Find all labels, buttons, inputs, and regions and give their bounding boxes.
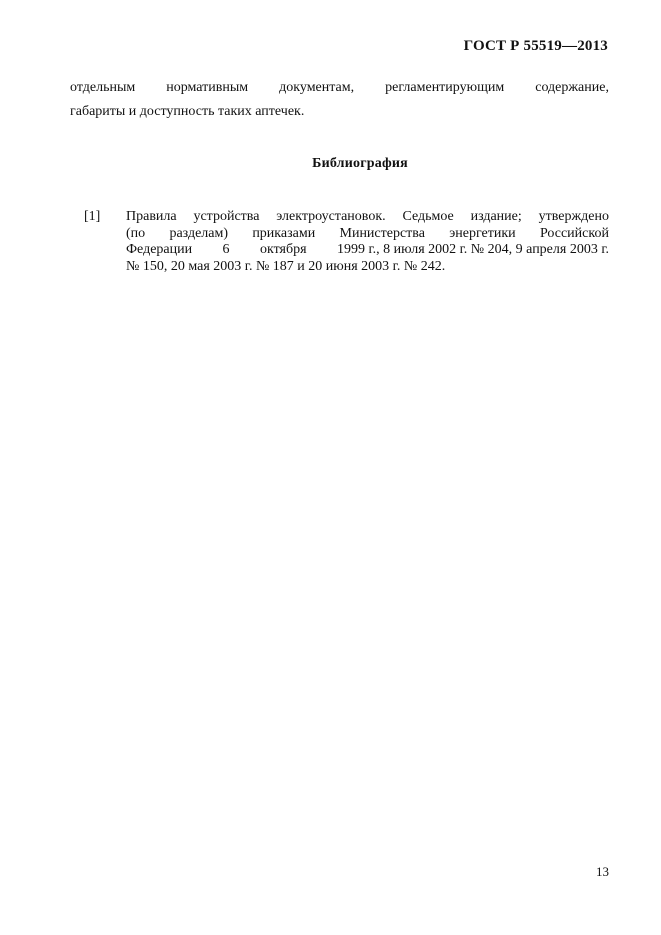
page-number: 13 — [596, 864, 609, 879]
intro-paragraph — [70, 76, 609, 124]
bib-word: Правила — [126, 209, 177, 224]
bib-word: устройства — [193, 209, 260, 224]
bib-word: 6 — [222, 242, 230, 257]
bibliography-list — [84, 209, 609, 275]
bib-word: энергетики — [449, 225, 516, 241]
bibliography-item-text — [126, 209, 609, 275]
bib-word: утверждено — [538, 209, 609, 224]
bib-word: приказами — [252, 225, 316, 241]
intro-word: содержание, — [535, 80, 609, 95]
bib-word: издание; — [470, 209, 522, 224]
bib-word: октября — [259, 242, 307, 257]
bibliography-item — [84, 209, 609, 275]
bib-word: 1999 г., 8 июля 2002 г. № 204, 9 апреля 2003 г. — [336, 242, 609, 257]
bib-word: электроустановок. — [276, 209, 386, 224]
bib-word: Российской — [539, 225, 609, 241]
bibliography-line-3 — [126, 242, 609, 259]
bib-word: Министерства — [339, 225, 425, 241]
bibliography-line-1 — [126, 209, 609, 226]
intro-line-1 — [70, 76, 609, 100]
bib-word: (по — [126, 225, 146, 241]
bib-word: Федерации — [126, 242, 193, 257]
intro-word: отдельным — [70, 80, 136, 95]
bibliography-item-number: [1] — [84, 209, 101, 224]
bibliography-line-2 — [126, 226, 609, 243]
bib-word: разделам) — [169, 225, 229, 241]
document-number-header: ГОСТ Р 55519—2013 — [463, 38, 608, 54]
bibliography-line-4: № 150, 20 мая 2003 г. № 187 и 20 июня 2003 г. № 242. — [126, 258, 446, 274]
intro-line-2: габариты и доступность таких аптечек. — [70, 104, 305, 119]
intro-word: нормативным — [166, 80, 249, 95]
section-title-bibliography: Библиография — [312, 156, 408, 171]
intro-word: регламентирующим — [385, 80, 505, 95]
intro-word: документам, — [279, 80, 355, 95]
bib-word: Седьмое — [402, 209, 454, 224]
